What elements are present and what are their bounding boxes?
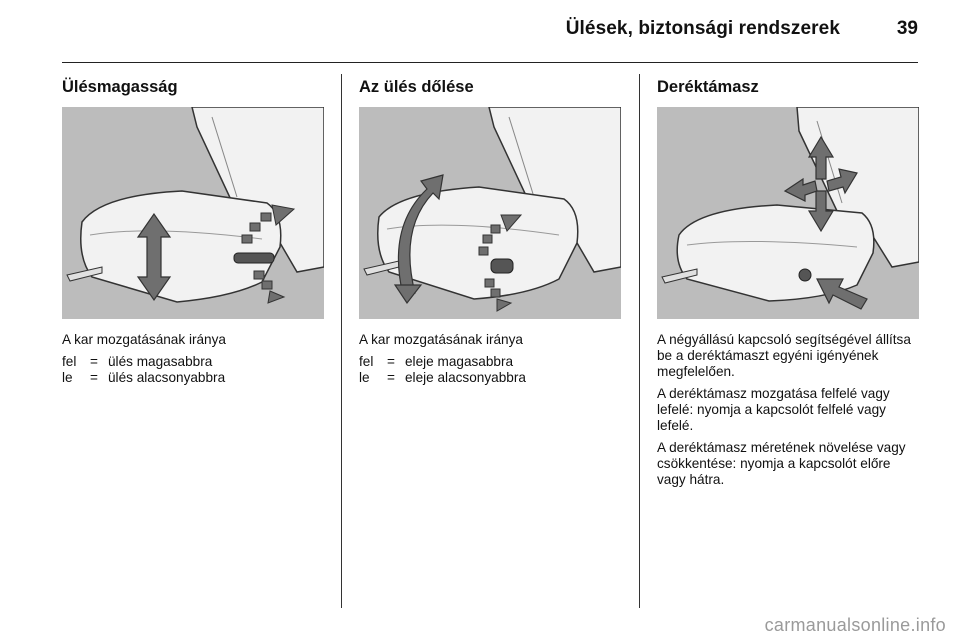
section-seat-tilt [359,62,621,608]
section-lumbar-support [657,62,919,608]
definition-row: le = eleje alacsonyabbra [359,370,526,385]
lumbar-support-illustration [657,107,919,319]
lever-down-arrow-icon [254,271,284,303]
section-seat-height [62,62,324,608]
paragraph: A deréktámasz mozgatása felfelé vagy lefelé: nyomja a kapcsolót felfelé vagy lefelé. [657,386,890,433]
section-title: Az ülés dőlése [359,78,474,96]
definition-list [62,354,225,386]
page-header [62,0,918,63]
paragraph: A négyállású kapcsoló segítségével állítsa be a deréktámaszt egyéni igényének megfelelően. [657,332,911,379]
section-title: Deréktámasz [657,78,759,96]
definition-row: fel = eleje magasabbra [359,354,514,369]
paragraph: A deréktámasz méretének növelése vagy csökkentése: nyomja a kapcsolót előre vagy hátra. [657,440,906,487]
page-title: Ülések, biztonsági rendszerek [565,18,840,39]
column-divider [639,74,640,608]
seat-height-illustration [62,107,324,319]
intro-text: A kar mozgatásának iránya [359,332,523,347]
watermark: carmanualsonline.info [764,615,946,635]
intro-text: A kar mozgatásának iránya [62,332,226,347]
page-number: 39 [896,18,918,39]
definition-row: fel = ülés magasabbra [62,354,213,369]
seat-tilt-illustration [359,107,621,319]
definition-row: le = ülés alacsonyabbra [62,370,226,385]
section-title: Ülésmagasság [62,78,178,96]
definition-list [359,354,526,386]
column-divider [341,74,342,608]
